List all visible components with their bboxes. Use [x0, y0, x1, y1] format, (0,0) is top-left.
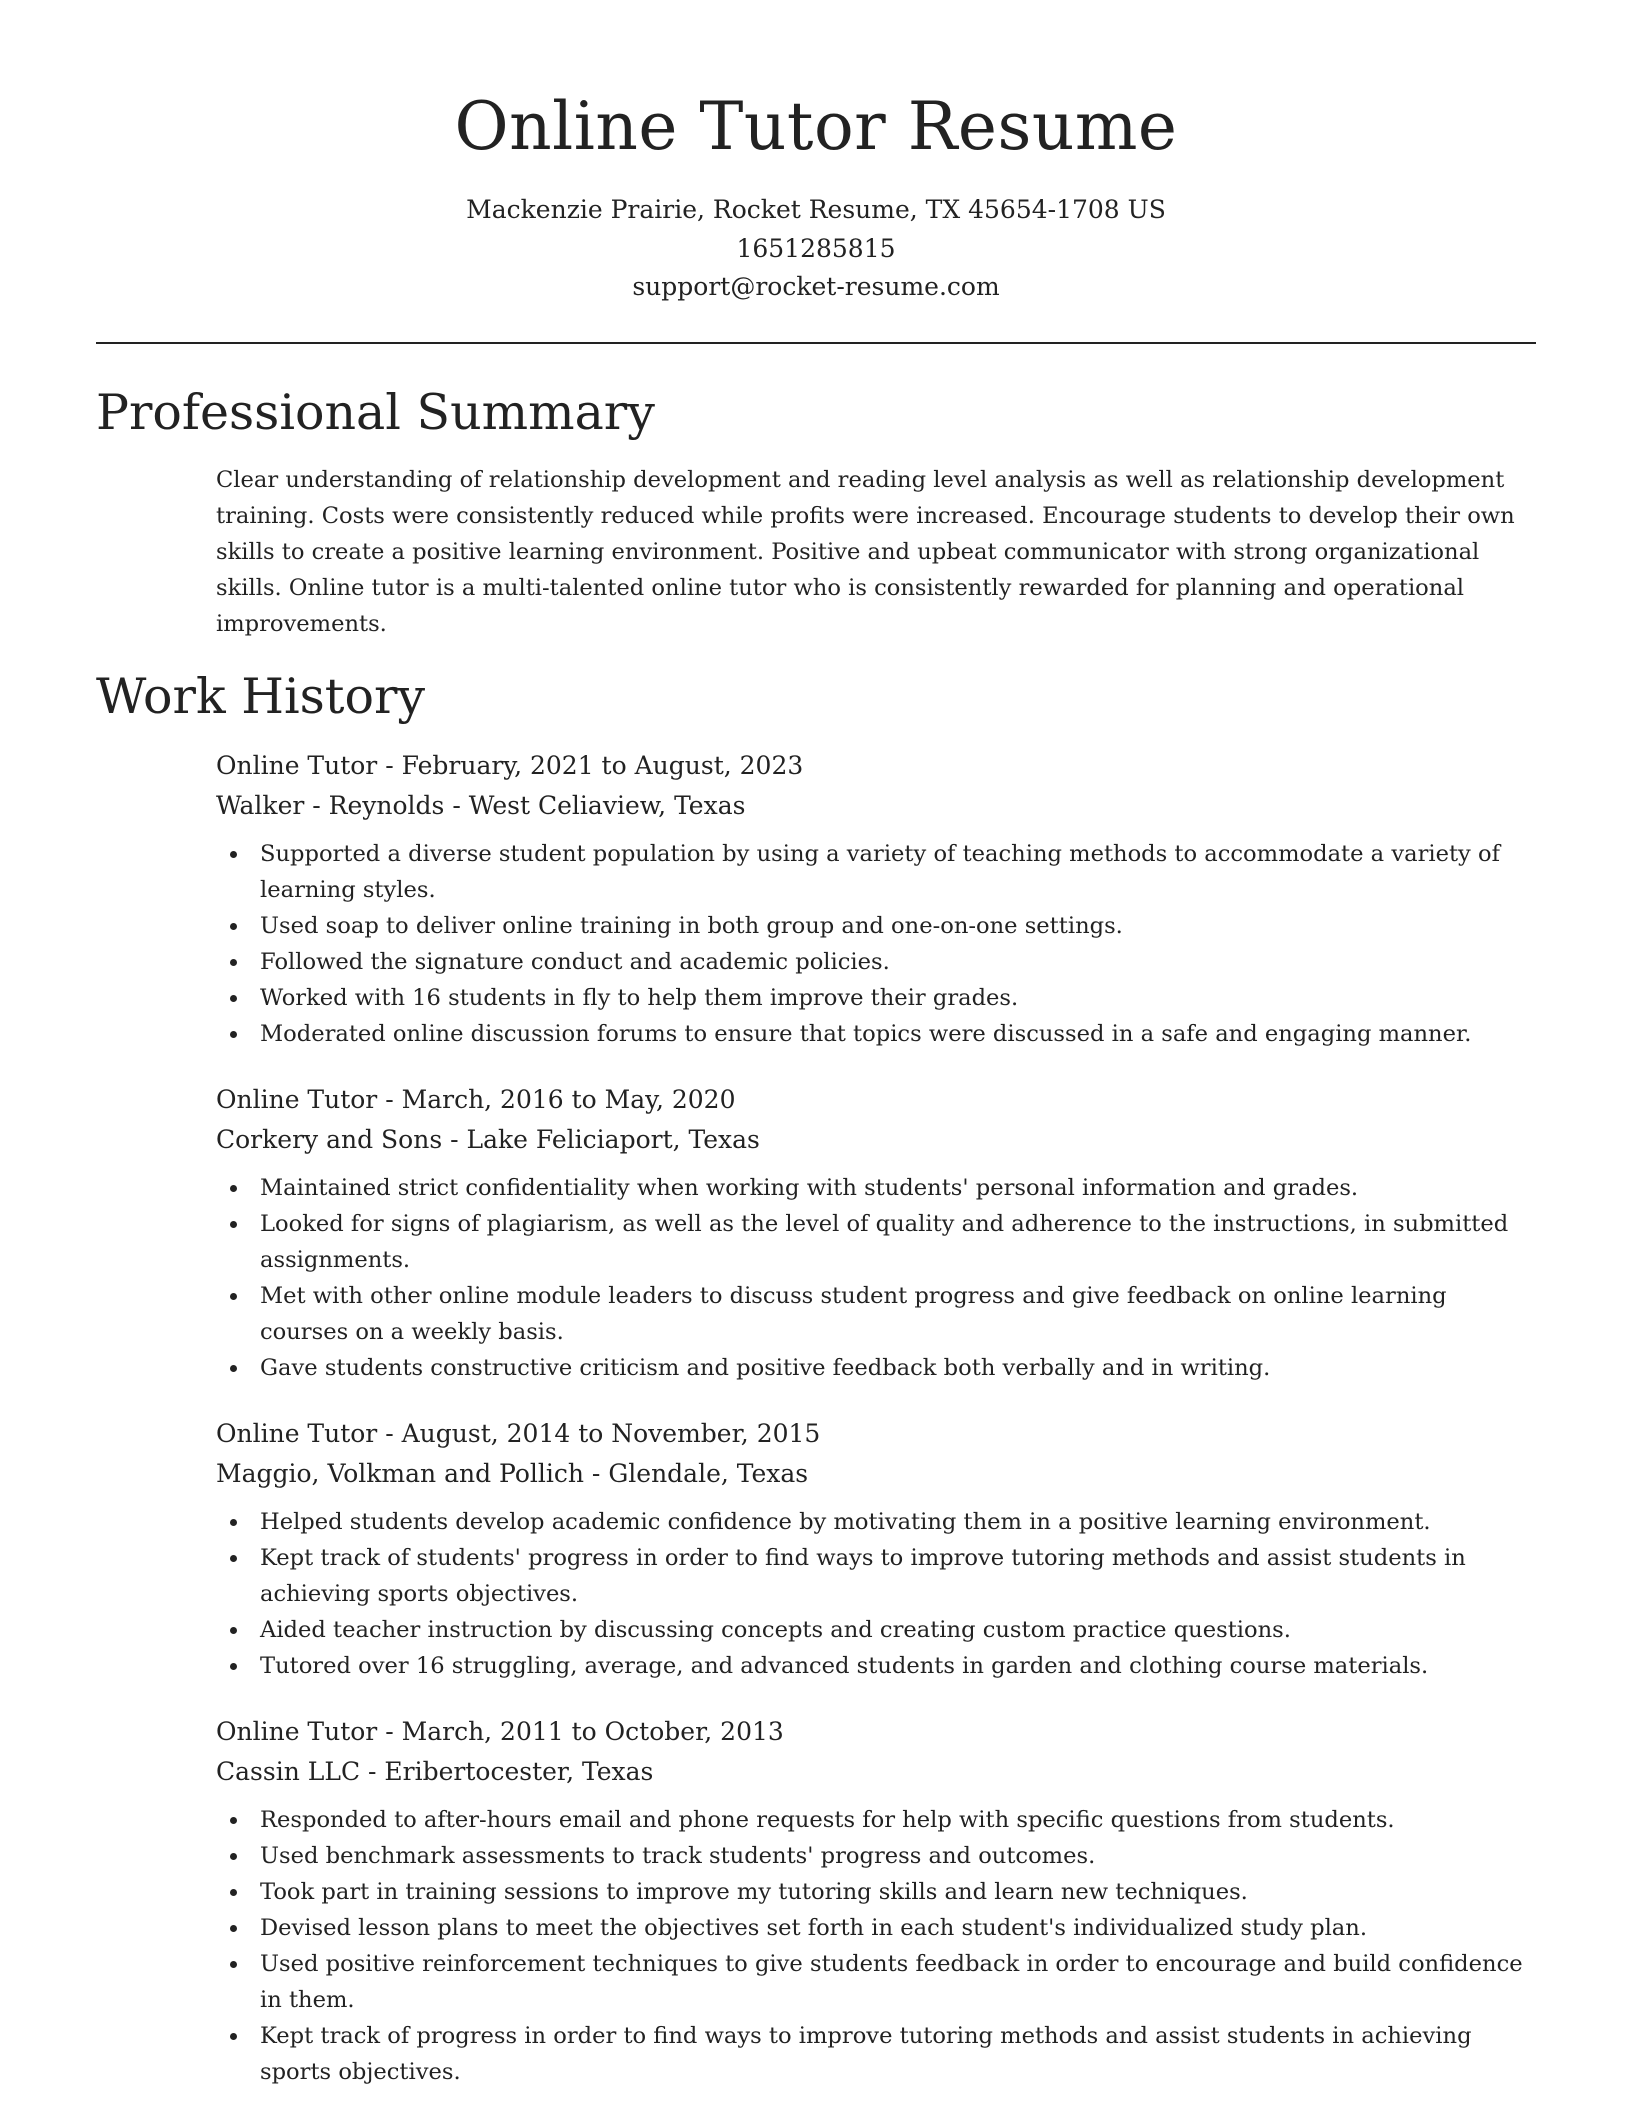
contact-email: support@rocket-resume.com	[632, 272, 1000, 301]
job-location: Lake Feliciaport, Texas	[466, 1125, 760, 1154]
contact-phone: 1651285815	[736, 233, 896, 263]
job-bullet-list	[216, 1802, 1532, 2090]
job-bullet: Used positive reinforcement techniques to give students feedback in order to encourage and build confidence in them.	[216, 1946, 1532, 2018]
job-bullet: Used benchmark assessments to track students' progress and outcomes.	[216, 1838, 1532, 1874]
contact-address: Mackenzie Prairie, Rocket Resume, TX 45654-1708 US	[466, 195, 1166, 224]
job-title: Online Tutor	[216, 1717, 378, 1746]
job-bullet: Kept track of progress in order to find ways to improve tutoring methods and assist students in achieving sports objectives.	[216, 2018, 1532, 2090]
resume-title: Online Tutor Resume	[454, 88, 1178, 165]
summary-heading: Professional Summary	[96, 384, 655, 441]
job-bullet: Devised lesson plans to meet the objectives set forth in each student's individualized study plan.	[216, 1910, 1532, 1946]
job-bullet: Looked for signs of plagiarism, as well as the level of quality and adherence to the instructions, in submitted assignments.	[216, 1206, 1532, 1278]
job-bullet: Maintained strict confidentiality when working with students' personal information and grades.	[216, 1170, 1532, 1206]
job-company-line: Maggio, Volkman and Pollich - Glendale, Texas	[216, 1459, 809, 1488]
job-company: Maggio, Volkman and Pollich	[216, 1459, 584, 1488]
job-company: Cassin LLC	[216, 1757, 361, 1786]
job-dates: August, 2014 to November, 2015	[401, 1419, 821, 1448]
work-history-heading: Work History	[96, 668, 426, 725]
job-title: Online Tutor	[216, 751, 378, 780]
job-bullet-list	[216, 836, 1532, 1052]
job-location: Glendale, Texas	[608, 1459, 809, 1488]
job-title-line: Online Tutor - March, 2016 to May, 2020	[216, 1085, 736, 1114]
job-entry	[216, 1414, 1532, 1684]
job-dates: February, 2021 to August, 2023	[401, 751, 804, 780]
job-title-line: Online Tutor - March, 2011 to October, 2013	[216, 1717, 784, 1746]
job-company-line: Cassin LLC - Eribertocester, Texas	[216, 1757, 654, 1786]
job-title: Online Tutor	[216, 1419, 378, 1448]
job-bullet: Worked with 16 students in fly to help them improve their grades.	[216, 980, 1532, 1016]
job-bullet-list	[216, 1504, 1532, 1684]
job-bullet: Met with other online module leaders to discuss student progress and give feedback on online learning courses on a weekly basis.	[216, 1278, 1532, 1350]
job-dates: March, 2011 to October, 2013	[401, 1717, 784, 1746]
job-bullet: Used soap to deliver online training in both group and one-on-one settings.	[216, 908, 1532, 944]
job-dates: March, 2016 to May, 2020	[401, 1085, 736, 1114]
header-divider	[96, 342, 1536, 344]
contact-block	[0, 191, 1632, 307]
job-entry	[216, 1712, 1532, 2090]
job-title: Online Tutor	[216, 1085, 378, 1114]
job-bullet: Aided teacher instruction by discussing concepts and creating custom practice questions.	[216, 1612, 1532, 1648]
job-bullet: Gave students constructive criticism and positive feedback both verbally and in writing.	[216, 1350, 1532, 1386]
summary-text: Clear understanding of relationship development and reading level analysis as well as relationship development training. Costs were consistently reduced while profits were increased. Encourage students to develop their own skills to create a positive learning environment. Positive and upbeat communicator with strong organizational skills. Online tutor is a multi-talented online tutor who is consistently rewarded for planning and operational improvements.	[216, 467, 1515, 637]
job-location: West Celiaview, Texas	[468, 791, 746, 820]
job-bullet-list	[216, 1170, 1532, 1386]
job-bullet: Took part in training sessions to improve my tutoring skills and learn new techniques.	[216, 1874, 1532, 1910]
job-company: Walker - Reynolds	[216, 791, 445, 820]
job-bullet: Tutored over 16 struggling, average, and advanced students in garden and clothing course materials.	[216, 1648, 1532, 1684]
job-company: Corkery and Sons	[216, 1125, 443, 1154]
job-bullet: Moderated online discussion forums to ensure that topics were discussed in a safe and engaging manner.	[216, 1016, 1532, 1052]
job-bullet: Followed the signature conduct and academic policies.	[216, 944, 1532, 980]
job-title-line: Online Tutor - February, 2021 to August, 2023	[216, 751, 804, 780]
job-entry	[216, 1080, 1532, 1386]
work-history-list	[216, 746, 1532, 2118]
job-bullet: Helped students develop academic confidence by motivating them in a positive learning environment.	[216, 1504, 1532, 1540]
job-company-line: Corkery and Sons - Lake Feliciaport, Texas	[216, 1125, 760, 1154]
job-location: Eribertocester, Texas	[384, 1757, 654, 1786]
job-title-line: Online Tutor - August, 2014 to November, 2015	[216, 1419, 821, 1448]
job-bullet: Supported a diverse student population by using a variety of teaching methods to accommodate a variety of learning styles.	[216, 836, 1532, 908]
job-entry	[216, 746, 1532, 1052]
job-bullet: Kept track of students' progress in order to find ways to improve tutoring methods and assist students in achieving sports objectives.	[216, 1540, 1532, 1612]
job-bullet: Responded to after-hours email and phone requests for help with specific questions from students.	[216, 1802, 1532, 1838]
job-company-line: Walker - Reynolds - West Celiaview, Texas	[216, 791, 746, 820]
